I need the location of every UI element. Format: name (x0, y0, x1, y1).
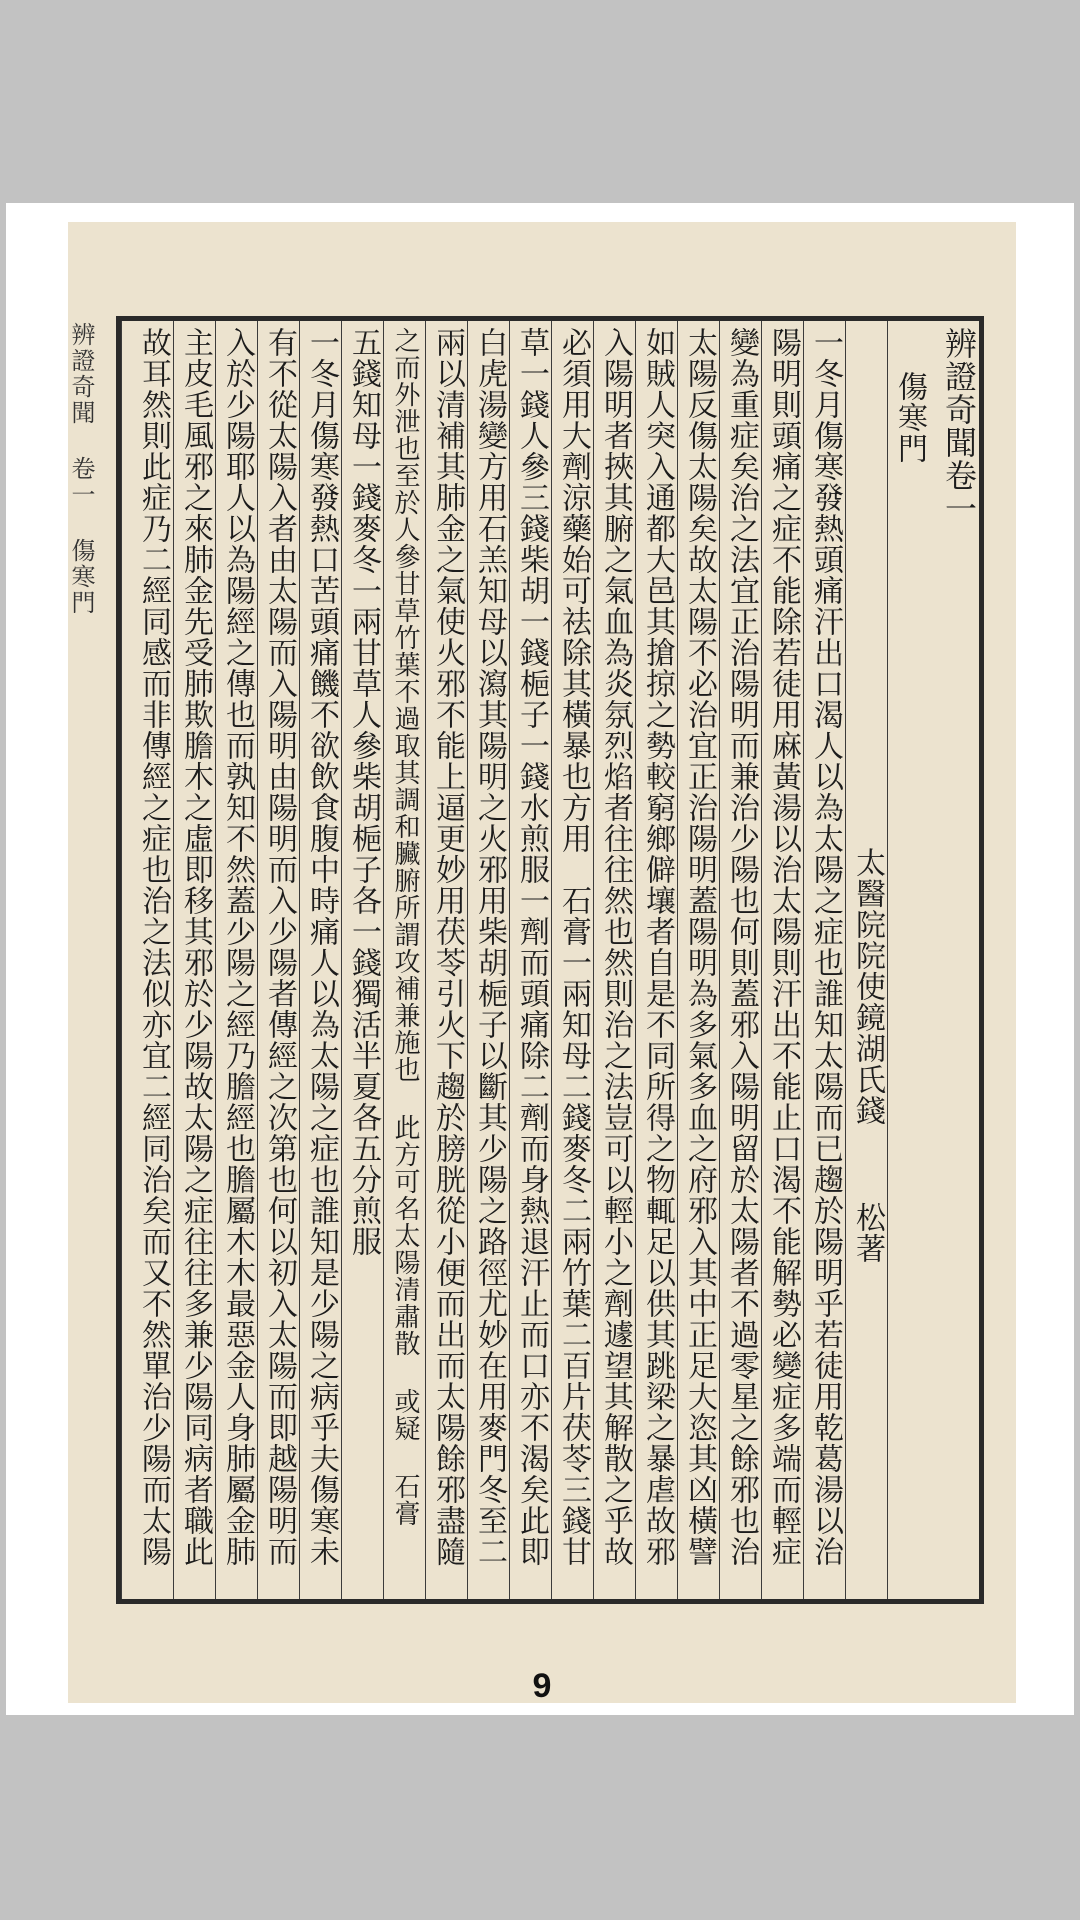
book-title: 辨證奇聞卷一 (940, 327, 978, 525)
section-title-text: 傷寒門 (892, 371, 927, 464)
text-column-11: 之而外泄也至於人參甘草竹葉不過取其調和臟腑所謂攻補兼施也 此方可名太陽清肅散 或疑 石膏 (383, 321, 425, 1599)
page-number: 9 (532, 1667, 552, 1705)
text-column-15: 入於少陽耶人以為陽經之傳也而孰知不然蓋少陽之經乃膽經也膽屬木木最惡金人身肺屬金肺 (215, 321, 257, 1599)
text-column-5: 如賊人突入通都大邑其搶掠之勢較窮鄉僻壤者自是不同所得之物輒足以供其跳梁之暴虐故邪 (635, 321, 677, 1599)
text-column-9: 白虎湯變方用石羔知母以瀉其陽明之火邪用柴胡梔子以斷其少陽之路徑尤妙在用麥門冬至二 (467, 321, 509, 1599)
author-column (845, 321, 887, 1599)
text-column-7: 必須用大劑涼藥始可祛除其橫暴也方用 石膏一兩知母二錢麥冬二兩竹葉二百片茯苓三錢甘 (551, 321, 593, 1599)
margin-title: 辨證奇聞 卷一 傷寒門 (67, 322, 95, 616)
text-column-3: 變為重症矣治之法宜正治陽明而兼治少陽也何則蓋邪入陽明留於太陽者不過零星之餘邪也治 (719, 321, 761, 1599)
text-column-4: 太陽反傷太陽矣故太陽不必治宜正治陽明蓋陽明為多氣多血之府邪入其中正足大恣其凶橫譬 (677, 321, 719, 1599)
text-column-12: 五錢知母一錢麥冬一兩甘草人參柴胡梔子各一錢獨活半夏各五分煎服 (341, 321, 383, 1599)
text-column-2: 陽明則頭痛之症不能除若徒用麻黃湯以治太陽則汗出不能止口渴不能解勢必變症多端而輕症 (761, 321, 803, 1599)
author-name: 松著 (850, 1202, 885, 1264)
author-line: 太醫院院使鏡湖氏錢 (850, 847, 885, 1126)
text-column-10: 兩以清補其肺金之氣使火邪不能上逼更妙用茯苓引火下趨於膀胱從小便而出而太陽餘邪盡隨 (425, 321, 467, 1599)
text-column-17: 故耳然則此症乃二經同感而非傳經之症也治之法似亦宜二經同治矣而又不然單治少陽而太陽 (121, 321, 173, 1599)
text-column-1: 一冬月傷寒發熱頭痛汗出口渴人以為太陽之症也誰知太陽而已趨於陽明乎若徒用乾葛湯以治 (803, 321, 845, 1599)
section-title (887, 321, 929, 1599)
text-column-8: 草一錢人參三錢柴胡一錢梔子一錢水煎服一劑而頭痛除二劑而身熱退汗止而口亦不渴矣此即 (509, 321, 551, 1599)
page-sheet (6, 203, 1074, 1715)
text-column-14: 有不從太陽入者由太陽而入陽明由陽明而入少陽者傳經之次第也何以初入太陽而即越陽明而 (257, 321, 299, 1599)
text-column-13: 一冬月傷寒發熱口苦頭痛饑不欲飲食腹中時痛人以為太陽之症也誰知是少陽之病乎夫傷寒未 (299, 321, 341, 1599)
text-frame (116, 316, 984, 1604)
text-column-16: 主皮毛風邪之來肺金先受肺欺膽木之虛即移其邪於少陽故太陽之症往往多兼少陽同病者職此 (173, 321, 215, 1599)
text-column-6: 入陽明者挾其腑之氣血為炎氛烈焰者往往然也然則治之法豈可以輕小之劑遽望其解散之乎故 (593, 321, 635, 1599)
scanned-page (68, 222, 1016, 1703)
